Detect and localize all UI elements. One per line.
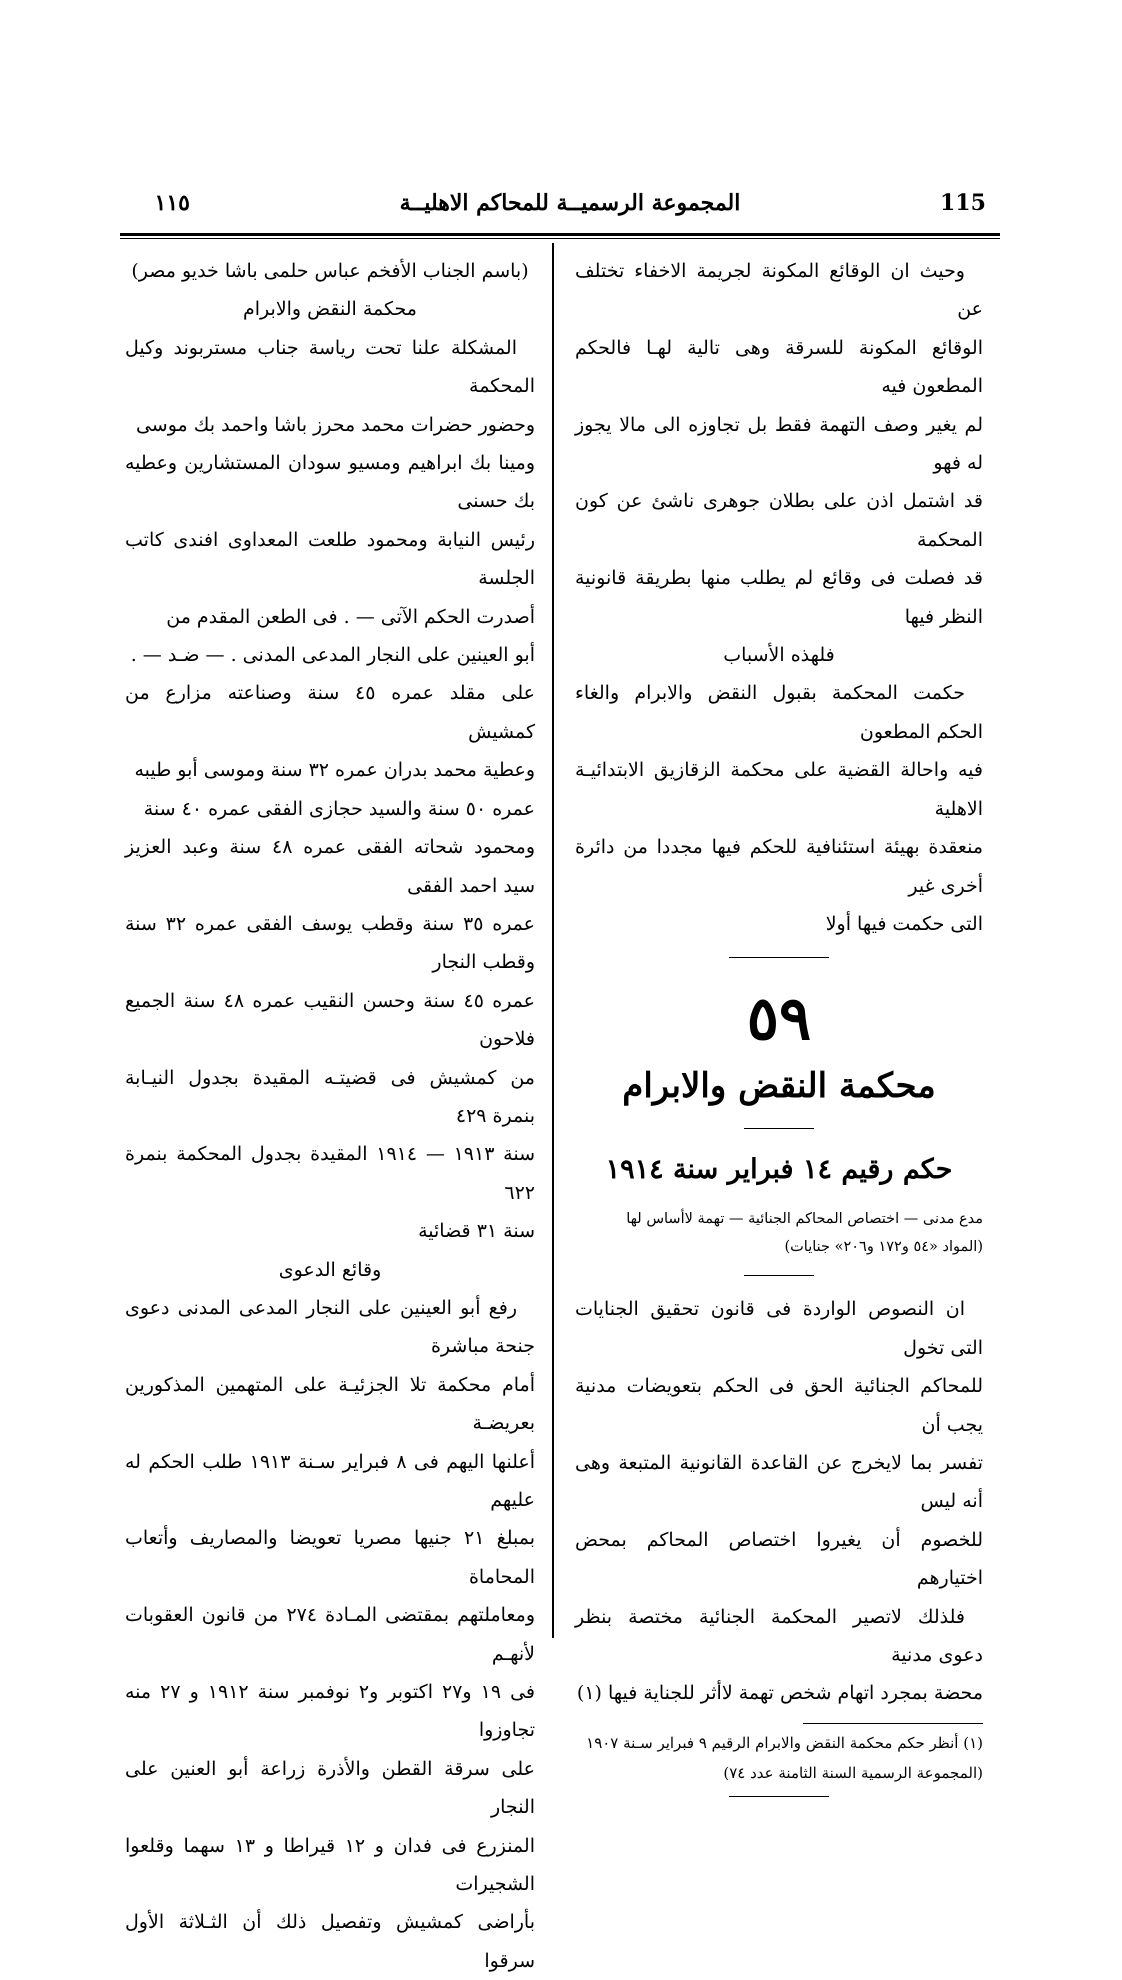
running-header-title: المجموعة الرسميــة للمحاكم الاهليــة — [399, 190, 741, 216]
keywords-line: مدع مدنى — اختصاص المحاكم الجنائية — تهمة لاأساس لها — [626, 1211, 983, 1228]
facts-line: ومعاملتهم بمقتضى المـادة ٢٧٤ من قانون العقوبات لأنهـم — [125, 1604, 535, 1665]
facts-line: فى ١٩ و٢٧ اكتوبر و٢ نوفمبر سنة ١٩١٢ و ٢٧ منه تجاوزوا — [125, 1681, 535, 1742]
articles-line: (المواد «٥٤ و١٧٢ و٢٠٦» جنايات) — [784, 1239, 983, 1256]
facts-line: رفع أبو العينين على النجار المدعى المدنى دعوى جنحة مباشرة — [125, 1296, 535, 1358]
reasons-heading: فلهذه الأسباب — [723, 644, 835, 667]
preamble-line: رئيس النيابة ومحمود طلعت المعداوى افندى كاتب الجلسة — [125, 528, 535, 590]
principle-line: للمحاكم الجنائية الحق فى الحكم بتعويضات مدنية يجب أن — [575, 1375, 983, 1436]
case-number: ٥٩ — [746, 984, 812, 1055]
footnote-rule — [803, 1723, 983, 1724]
facts-line: على سرقة القطن والأذرة زراعة أبو العنين على النجار — [125, 1757, 535, 1819]
continuation-line: وحيث ان الوقائع المكونة لجريمة الاخفاء تختلف عن — [575, 260, 983, 321]
preamble-line: وحضور حضرات محمد محرز باشا واحمد بك موسى — [135, 413, 535, 436]
preamble-line: أبو العينين على النجار المدعى المدنى . — ضـد — . — [130, 644, 535, 667]
preamble-line: عمره ٥٠ سنة والسيد حجازى الفقى عمره ٤٠ سنة — [143, 797, 535, 820]
preamble-line: عمره ٣٥ سنة وقطب يوسف الفقى عمره ٣٢ سنة وقطب النجار — [125, 912, 535, 974]
preamble-line: ومحمود شحاته الفقى عمره ٤٨ سنة وعبد العزيز سيد احمد الفقى — [125, 836, 536, 897]
preamble-line: ومينا بك ابراهيم ومسيو سودان المستشارين وعطيه بك حسنى — [125, 452, 535, 513]
preamble-line: أصدرت الحكم الآتى — . فى الطعن المقدم من — [166, 605, 535, 628]
section-separator — [729, 957, 829, 958]
preamble-line: من كمشيش فى قضيتـه المقيدة بجدول النيـابة بنمرة ٤٢٩ — [125, 1066, 535, 1127]
header-rule — [120, 233, 1000, 236]
heading-separator — [744, 1128, 814, 1129]
continuation-line: الوقائع المكونة للسرقة وهى تالية لهـا فالحكم المطعون فيه — [575, 336, 983, 398]
preamble-line: وعطية محمد بدران عمره ٣٢ سنة وموسى أبو طيبه — [134, 759, 535, 782]
facts-line: بمبلغ ٢١ جنيها مصريا تعويضا والمصاريف وأتعاب المحاماة — [125, 1527, 536, 1588]
ruling-line: التى حكمت فيها أولا — [825, 912, 983, 935]
principle-line: محضة بمجرد اتهام شخص تهمة لاأثر للجناية فيها (١) — [576, 1682, 983, 1705]
facts-line: المنزرع فى فدان و ١٢ قيراطا و ١٣ سهما وقلعوا الشجيرات — [125, 1834, 535, 1896]
preamble-line: على مقلد عمره ٤٥ سنة وصناعته مزارع من كمشيش — [125, 682, 535, 743]
judgment-title: حكم رقيم ١٤ فبراير سنة ١٩١٤ — [605, 1154, 953, 1186]
page-number-latin: 115 — [940, 190, 986, 216]
facts-line: أعلنها اليهم فى ٨ فبراير سـنة ١٩١٣ طلب الحكم له عليهم — [125, 1450, 535, 1511]
ruling-line: منعقدة بهيئة استئنافية للحكم فيها مجددا من دائرة أخرى غير — [575, 836, 983, 897]
page-number-arabic: ١١٥ — [154, 190, 190, 216]
right-column — [575, 252, 983, 1797]
principle-line: للخصوم أن يغيروا اختصاص المحاكم بمحض اختيارهم — [575, 1528, 983, 1590]
invocation: (باسم الجناب الأفخم عباس حلمى باشا خديو مصر) — [131, 260, 529, 282]
ruling-line: فيه واحالة القضية على محكمة الزقازيق الابتدائيـة الاهلية — [575, 759, 983, 820]
ruling-line: حكمت المحكمة بقبول النقض والابرام والغاء الحكم المطعون — [575, 682, 983, 743]
keywords-separator — [744, 1275, 814, 1276]
facts-line: بأراضى كمشيش وتفصيل ذلك أن الثـلاثة الأول سرقوا — [125, 1911, 535, 1972]
left-column — [125, 252, 535, 1980]
preamble-line: سنة ٣١ قضائية — [418, 1220, 535, 1243]
facts-line: أمام محكمة تلا الجزئيـة على المتهمين المذكورين بعريضـة — [125, 1373, 535, 1435]
preamble-line: سنة ١٩١٣ — ١٩١٤ المقيدة بجدول المحكمة بنمرة ٦٢٢ — [125, 1143, 535, 1204]
column-divider — [552, 243, 554, 1638]
continuation-line: قد فصلت فى وقائع لم يطلب منها بطريقة قانونية النظر فيها — [575, 567, 983, 628]
continuation-line: لم يغير وصف التهمة فقط بل تجاوزه الى مالا يجوز له فهو — [575, 413, 983, 475]
court-name: محكمة النقض والابرام — [243, 298, 417, 321]
footnote — [575, 1728, 983, 1788]
principle-line: ان النصوص الواردة فى قانون تحقيق الجنايات التى تخول — [575, 1298, 983, 1359]
footnote-line: (١) أنظر حكم محكمة النقض والابرام الرقيم ٩ فبراير سـنة ١٩٠٧ — [586, 1733, 983, 1752]
facts-heading: وقائع الدعوى — [278, 1258, 382, 1281]
preamble-line: المشكلة علنا تحت رياسة جناب مستربوند وكيل المحكمة — [125, 336, 535, 398]
court-name-heading: محكمة النقض والابرام — [622, 1066, 936, 1107]
header-rule-thin — [120, 238, 1000, 239]
footnote-line: (المجموعة الرسمية السنة الثامنة عدد ٧٤) — [723, 1763, 983, 1782]
continuation-line: قد اشتمل اذن على بطلان جوهرى ناشئ عن كون المحكمة — [575, 490, 983, 551]
keywords-block — [575, 1205, 983, 1261]
footnote-end-rule — [729, 1796, 829, 1797]
principle-line: تفسر بما لايخرج عن القاعدة القانونية المتبعة وهى أنه ليس — [575, 1451, 983, 1513]
principle-line: فلذلك لاتصير المحكمة الجنائية مختصة بنظر دعوى مدنية — [575, 1605, 983, 1666]
preamble-line: عمره ٤٥ سنة وحسن النقيب عمره ٤٨ سنة الجميع فلاحون — [125, 989, 535, 1051]
